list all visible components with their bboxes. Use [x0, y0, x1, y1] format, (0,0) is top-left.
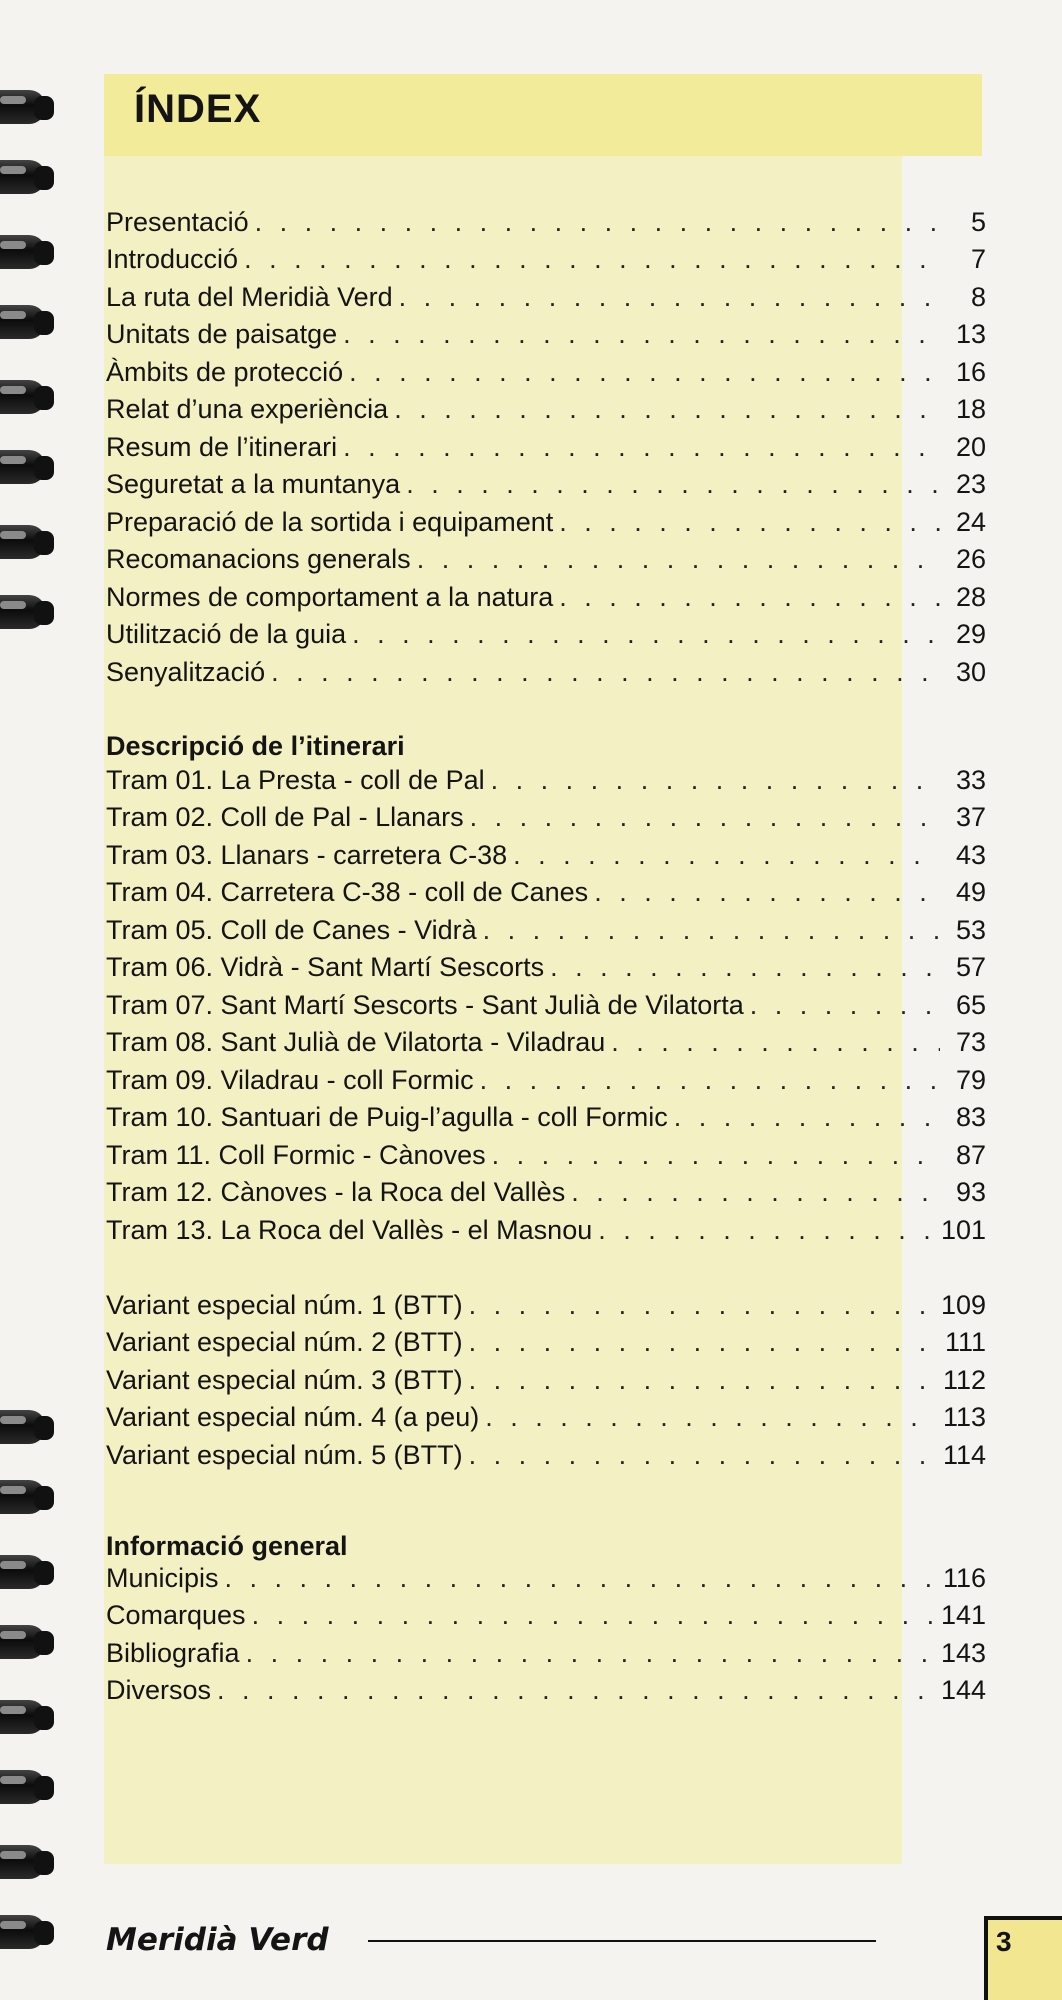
toc-entry-label: Resum de l’itinerari [106, 431, 338, 462]
toc-entry [106, 1321, 986, 1359]
toc-entry [106, 946, 986, 984]
binding-hole [34, 386, 54, 410]
toc-entry [106, 538, 986, 576]
toc-entry-page: 109 [940, 1289, 986, 1320]
binding-hole [34, 96, 54, 120]
toc-entry-page: 65 [955, 989, 986, 1020]
toc-entry-page: 111 [944, 1327, 986, 1357]
toc-entry-label: Relat d’una experiència [106, 394, 389, 424]
toc-entry-page: 143 [940, 1637, 986, 1668]
binding-hole [34, 456, 54, 480]
dot-leader [217, 1674, 935, 1706]
toc-entry-label: Variant especial núm. 3 (BTT) [106, 1364, 463, 1395]
dot-leader [394, 393, 940, 425]
toc-entry-page: 73 [955, 1027, 986, 1057]
toc-entry-page: 57 [955, 952, 986, 982]
toc-entry-page: 16 [955, 356, 986, 387]
dot-leader [513, 839, 940, 871]
toc-entry-label: Tram 01. La Presta - coll de Pal [106, 764, 485, 795]
toc-entry [106, 871, 986, 909]
toc-entry-page: 114 [942, 1439, 986, 1470]
toc-entry-page: 83 [955, 1102, 986, 1132]
dot-leader [225, 1562, 937, 1594]
dot-leader [469, 1289, 935, 1321]
dot-leader [469, 1326, 939, 1358]
toc-entry-label: Tram 11. Coll Formic - Cànoves [106, 1139, 486, 1170]
toc-itinerari [106, 758, 986, 1246]
dot-leader [255, 206, 940, 238]
dot-leader [480, 1064, 940, 1096]
toc-entry-label: Preparació de la sortida i equipament [106, 506, 554, 537]
dot-leader [469, 1364, 937, 1396]
section-heading-general: Informació general [106, 1531, 348, 1561]
dot-leader [598, 1214, 935, 1246]
toc-entry-page: 79 [955, 1064, 986, 1095]
toc-entry-label: Tram 12. Cànoves - la Roca del Vallès [106, 1177, 566, 1207]
toc-entry-page: 28 [955, 581, 986, 612]
page-number: 3 [984, 1916, 1062, 2000]
toc-entry [106, 1669, 986, 1707]
toc-entry-page: 113 [942, 1402, 986, 1432]
binding-hole [34, 166, 54, 190]
toc-entry [106, 1433, 986, 1471]
toc-entry [106, 500, 986, 538]
toc-entry-page: 144 [940, 1675, 986, 1705]
dot-leader [491, 764, 940, 796]
toc-entry-label: Variant especial núm. 4 (a peu) [106, 1402, 480, 1432]
toc-entry [106, 1133, 986, 1171]
footer-rule [368, 1940, 876, 1942]
toc-entry-label: Unitats de paisatge [106, 319, 338, 349]
toc-entry-label: Seguretat a la muntanya [106, 469, 401, 499]
binding-hole [34, 1706, 54, 1730]
dot-leader [559, 581, 940, 613]
toc-entry [106, 1358, 986, 1396]
toc-entry-label: Tram 05. Coll de Canes - Vidrà [106, 914, 477, 945]
toc-entry [106, 650, 986, 688]
dot-leader [244, 243, 940, 275]
toc-entry-page: 116 [942, 1562, 986, 1593]
toc-entry-page: 33 [955, 764, 986, 795]
toc-entry-label: Tram 02. Coll de Pal - Llanars [106, 802, 464, 832]
toc-entry-page: 20 [955, 431, 986, 462]
binding-hole [34, 1561, 54, 1585]
toc-entry-label: Tram 08. Sant Julià de Vilatorta - Viladrau [106, 1027, 606, 1057]
toc-entry-page: 18 [955, 394, 986, 424]
toc-entry-label: Normes de comportament a la natura [106, 581, 554, 612]
toc-entry-page: 24 [955, 506, 986, 537]
toc-entry-page: 5 [970, 206, 986, 237]
toc-entry-page: 101 [940, 1214, 986, 1245]
toc-entry-page: 141 [940, 1600, 986, 1630]
toc-entry-label: Diversos [106, 1675, 212, 1705]
dot-leader [750, 989, 940, 1021]
toc-entry [106, 758, 986, 796]
dot-leader [550, 951, 940, 983]
toc-entry-label: Àmbits de protecció [106, 356, 344, 387]
dot-leader [559, 506, 940, 538]
toc-entry-label: Tram 10. Santuari de Puig-l’agulla - coll Formic [106, 1102, 668, 1132]
toc-entry [106, 1021, 986, 1059]
dot-leader [406, 468, 940, 500]
dot-leader [352, 618, 940, 650]
toc-entry [106, 463, 986, 501]
toc-entry-label: Variant especial núm. 2 (BTT) [106, 1327, 463, 1357]
toc-entry [106, 833, 986, 871]
toc-entry-label: Tram 07. Sant Martí Sescorts - Sant Julià de Vilatorta [106, 989, 744, 1020]
dot-leader [417, 543, 940, 575]
toc-entry-page: 7 [970, 244, 986, 274]
toc-entry [106, 1396, 986, 1434]
toc-entry-label: Tram 06. Vidrà - Sant Martí Sescorts [106, 952, 545, 982]
toc-entry-page: 93 [955, 1177, 986, 1207]
toc-entry-label: Presentació [106, 206, 249, 237]
toc-entry-label: Introducció [106, 244, 239, 274]
toc-entry-page: 23 [955, 469, 986, 499]
toc-entry [106, 1171, 986, 1209]
toc-entry [106, 613, 986, 651]
toc-entry [106, 313, 986, 351]
toc-entry-page: 37 [955, 802, 986, 832]
dot-leader [399, 281, 940, 313]
dot-leader [611, 1026, 940, 1058]
toc-entry-label: Recomanacions generals [106, 544, 411, 574]
section-heading-itinerari: Descripció de l’itinerari [106, 731, 405, 761]
binding-hole [34, 1631, 54, 1655]
dot-leader [343, 318, 940, 350]
dot-leader [252, 1599, 935, 1631]
toc-entry [106, 388, 986, 426]
binding-hole [34, 601, 54, 625]
toc-entry-page: 112 [942, 1364, 986, 1395]
toc-entry-label: Tram 03. Llanars - carretera C-38 [106, 839, 508, 870]
toc-entry [106, 1058, 986, 1096]
toc-entry-label: Tram 09. Viladrau - coll Formic [106, 1064, 474, 1095]
toc-entry [106, 275, 986, 313]
toc-entry [106, 796, 986, 834]
toc-entry-page: 8 [970, 281, 986, 312]
toc-entry-page: 43 [955, 839, 986, 870]
page-title: ÍNDEX [134, 87, 262, 131]
dot-leader [594, 876, 940, 908]
toc-entry-label: Municipis [106, 1562, 219, 1593]
toc-entry [106, 200, 986, 238]
toc-entry [106, 1208, 986, 1246]
toc-entry [106, 575, 986, 613]
toc-entry-page: 53 [955, 914, 986, 945]
dot-leader [485, 1401, 937, 1433]
toc-entry-label: Tram 13. La Roca del Vallès - el Masnou [106, 1214, 593, 1245]
dot-leader [571, 1176, 940, 1208]
toc-entry [106, 238, 986, 276]
dot-leader [674, 1101, 940, 1133]
toc-entry [106, 1283, 986, 1321]
toc-entry-page: 87 [955, 1139, 986, 1170]
toc-variants [106, 1283, 986, 1471]
book-title: Meridià Verd [106, 1922, 329, 1958]
toc-entry-page: 13 [955, 319, 986, 349]
toc-main [106, 200, 986, 688]
dot-leader [470, 801, 940, 833]
toc-entry-label: Bibliografia [106, 1637, 240, 1668]
toc-entry-label: Variant especial núm. 5 (BTT) [106, 1439, 463, 1470]
binding-hole [34, 241, 54, 265]
toc-entry-label: Utilització de la guia [106, 619, 347, 649]
toc-general [106, 1556, 986, 1706]
toc-entry-label: Tram 04. Carretera C-38 - coll de Canes [106, 877, 589, 907]
toc-entry-page: 29 [955, 619, 986, 649]
toc-entry-label: Variant especial núm. 1 (BTT) [106, 1289, 463, 1320]
toc-entry [106, 1096, 986, 1134]
binding-hole [34, 1486, 54, 1510]
toc-entry-page: 49 [955, 877, 986, 907]
toc-entry-label: Comarques [106, 1600, 246, 1630]
toc-entry [106, 425, 986, 463]
toc-entry [106, 908, 986, 946]
binding-hole [34, 1921, 54, 1945]
dot-leader [349, 356, 940, 388]
toc-entry [106, 1594, 986, 1632]
dot-leader [492, 1139, 940, 1171]
dot-leader [271, 656, 940, 688]
dot-leader [483, 914, 940, 946]
binding-hole [34, 311, 54, 335]
toc-entry [106, 983, 986, 1021]
toc-entry-page: 26 [955, 544, 986, 574]
dot-leader [246, 1637, 935, 1669]
binding-hole [34, 531, 54, 555]
toc-entry-page: 30 [955, 656, 986, 687]
toc-entry [106, 1556, 986, 1594]
dot-leader [343, 431, 940, 463]
toc-entry-label: La ruta del Meridià Verd [106, 281, 393, 312]
binding-hole [34, 1851, 54, 1875]
binding-hole [34, 1776, 54, 1800]
toc-entry-label: Senyalització [106, 656, 266, 687]
toc-entry [106, 350, 986, 388]
spiral-binding [0, 0, 60, 2000]
toc-entry [106, 1631, 986, 1669]
binding-hole [34, 1416, 54, 1440]
dot-leader [469, 1439, 937, 1471]
